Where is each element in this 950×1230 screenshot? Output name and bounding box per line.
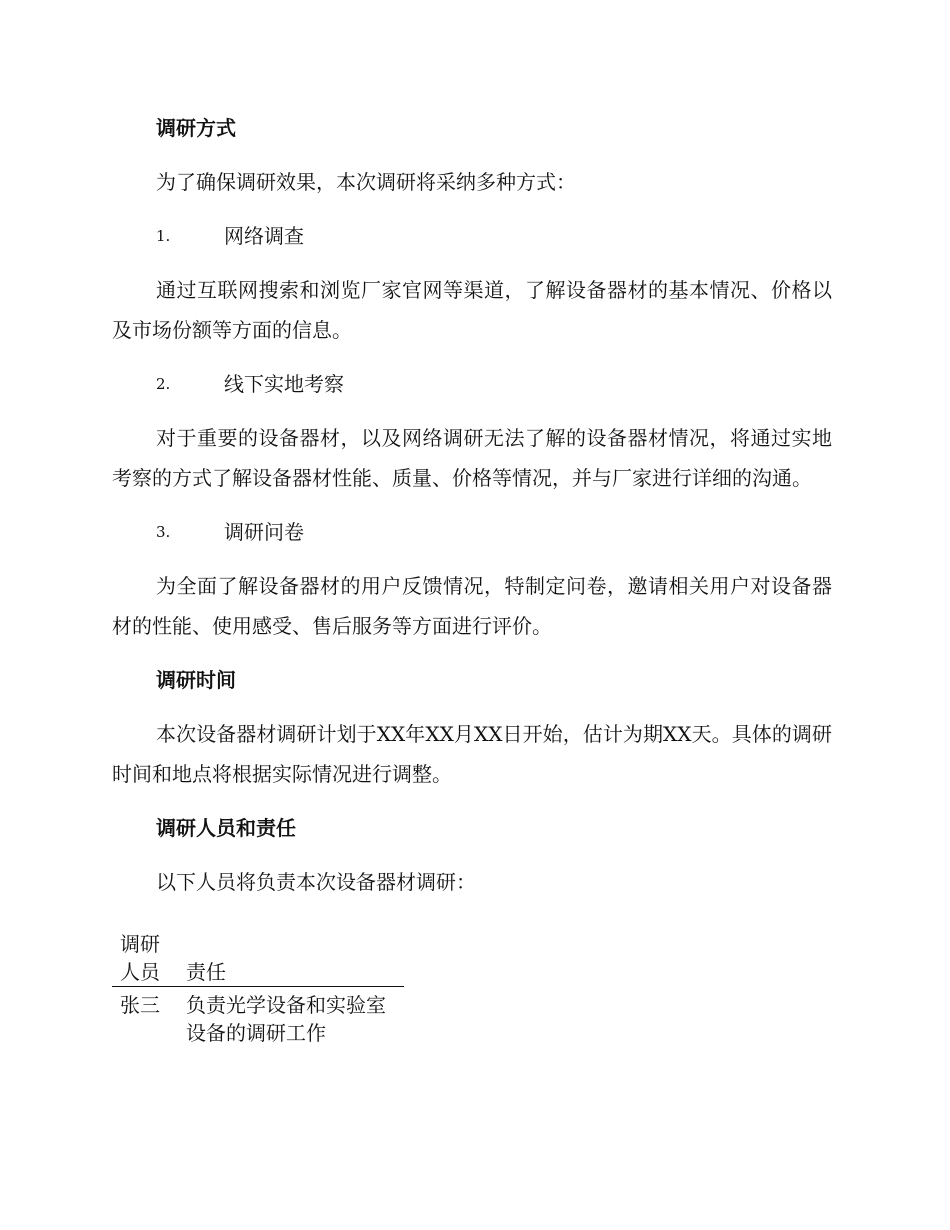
table-header-responsibility: 责任 [186,960,226,984]
staff-intro: 以下人员将负责本次设备器材调研： [156,870,476,894]
table-header-staff: 调研人员 [120,932,160,984]
list-title: 网络调查 [224,224,304,248]
item-3-description: 为全面了解设备器材的用户反馈情况，特制定问卷，邀请相关用户对设备器材的性能、使用感受、售后服务等方面进行评价。 [112,574,832,638]
staff-heading: 调研人员和责任 [156,816,296,840]
document-page [112,108,832,1047]
method-intro: 为了确保调研效果，本次调研将采纳多种方式： [156,170,576,194]
list-item-2 [112,364,832,404]
list-title: 线下实地考察 [224,372,344,396]
time-text: 本次设备器材调研计划于XX年XX月XX日开始，估计为期XX天。具体的调研时间和地点将根据实际情况进行调整。 [112,722,832,786]
list-item-1 [112,216,832,256]
staff-table [112,930,404,1047]
list-number: 3. [156,523,171,541]
method-heading: 调研方式 [156,116,236,140]
time-heading: 调研时间 [156,668,236,692]
table-row [112,987,404,1048]
table-cell-name: 张三 [120,993,160,1017]
list-number: 1. [156,227,171,245]
table-header-row [112,930,404,987]
item-1-description: 通过互联网搜索和浏览厂家官网等渠道，了解设备器材的基本情况、价格以及市场份额等方面的信息。 [112,278,832,342]
list-number: 2. [156,375,171,393]
list-title: 调研问卷 [224,520,304,544]
list-item-3 [112,512,832,552]
table-cell-responsibility: 负责光学设备和实验室设备的调研工作 [186,993,386,1045]
item-2-description: 对于重要的设备器材，以及网络调研无法了解的设备器材情况，将通过实地考察的方式了解设备器材性能、质量、价格等情况，并与厂家进行详细的沟通。 [112,426,832,490]
